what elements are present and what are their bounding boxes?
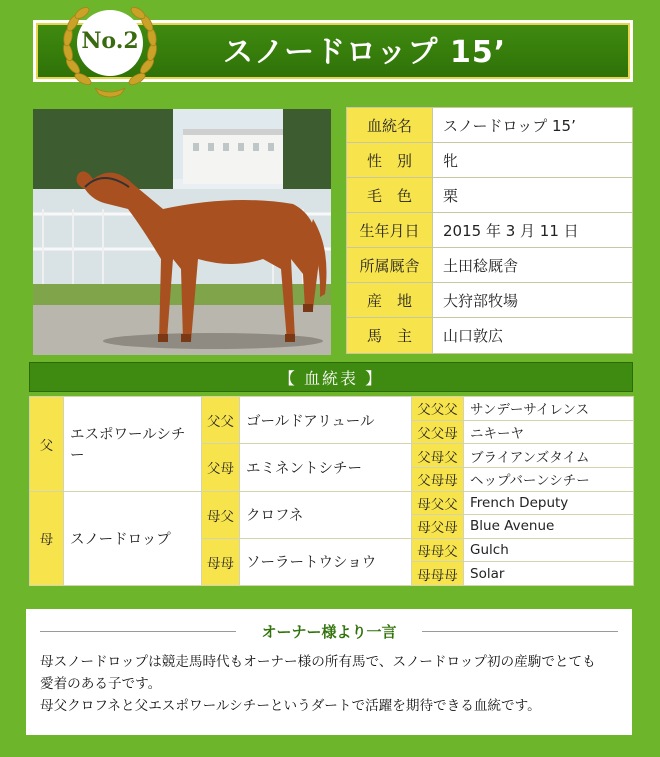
gen3-label: 父父父 [412, 397, 464, 421]
info-value: 2015 年 3 月 11 日 [443, 221, 579, 240]
page-title: スノードロップ 15’ [223, 35, 507, 70]
info-row [347, 318, 632, 353]
owner-comment-text [40, 651, 630, 717]
owner-comment-box [26, 609, 632, 735]
gen3-label: 母父母 [412, 515, 464, 539]
info-label: 所属厩舎 [347, 248, 433, 282]
gen2-name: クロフネ [240, 491, 412, 538]
info-label: 毛 色 [347, 178, 433, 212]
gen2-label: 母母 [202, 538, 240, 585]
info-row [347, 283, 632, 318]
gen3-name: Gulch [464, 538, 634, 562]
dam-name: スノードロップ [64, 491, 202, 586]
horse-info-table [346, 107, 633, 354]
sire-name: エスポワールシチー [64, 397, 202, 492]
gen3-label: 父父母 [412, 420, 464, 444]
gen2-label: 父母 [202, 444, 240, 491]
horse-photo [33, 109, 331, 355]
comment-line: 愛着のある子です。 [40, 676, 162, 692]
info-value: 山口敦広 [443, 327, 504, 345]
entry-number: No.2 [81, 28, 139, 54]
gen3-name: サンデーサイレンス [464, 397, 634, 421]
gen3-label: 母母父 [412, 538, 464, 562]
pedigree-table [29, 396, 634, 586]
pedigree-header: 【 血統表 】 [29, 362, 633, 392]
gen3-label: 父母父 [412, 444, 464, 468]
gen3-name: Blue Avenue [464, 515, 634, 539]
info-label: 馬 主 [347, 318, 433, 353]
gen2-name: ゴールドアリュール [240, 397, 412, 444]
dam-label: 母 [30, 491, 64, 586]
info-label: 血統名 [347, 108, 433, 142]
info-value: 土田稔厩舎 [443, 256, 519, 275]
info-value: 栗 [443, 186, 459, 205]
owner-comment-title: オーナー様より一言 [261, 623, 397, 641]
info-value: スノードロップ 15’ [443, 116, 576, 135]
info-row [347, 213, 632, 248]
gen3-label: 母母母 [412, 562, 464, 586]
gen3-name: ニキーヤ [464, 420, 634, 444]
gen2-label: 父父 [202, 397, 240, 444]
gen2-name: エミネントシチー [240, 444, 412, 491]
comment-line: 母父クロフネと父エスポワールシチーというダートで活躍を期待できる血統です。 [40, 698, 541, 714]
gen3-label: 父母母 [412, 467, 464, 491]
info-value: 大狩部牧場 [443, 291, 519, 310]
gen2-label: 母父 [202, 491, 240, 538]
divider [422, 631, 618, 632]
gen3-name: Solar [464, 562, 634, 586]
laurel-badge [55, 4, 165, 104]
comment-line: 母スノードロップは競走馬時代もオーナー様の所有馬で、スノードロップ初の産駒でとても [40, 654, 596, 670]
info-row [347, 143, 632, 178]
info-row [347, 108, 632, 143]
info-label: 産 地 [347, 283, 433, 317]
info-label: 性 別 [347, 143, 433, 177]
info-label: 生年月日 [347, 213, 433, 247]
gen2-name: ソーラートウショウ [240, 538, 412, 585]
sire-label: 父 [30, 397, 64, 492]
gen3-name: ヘップバーンシチー [464, 467, 634, 491]
gen3-name: ブライアンズタイム [464, 444, 634, 468]
gen3-name: French Deputy [464, 491, 634, 515]
gen3-label: 母父父 [412, 491, 464, 515]
info-row [347, 178, 632, 213]
info-value: 牝 [443, 151, 459, 170]
info-row [347, 248, 632, 283]
